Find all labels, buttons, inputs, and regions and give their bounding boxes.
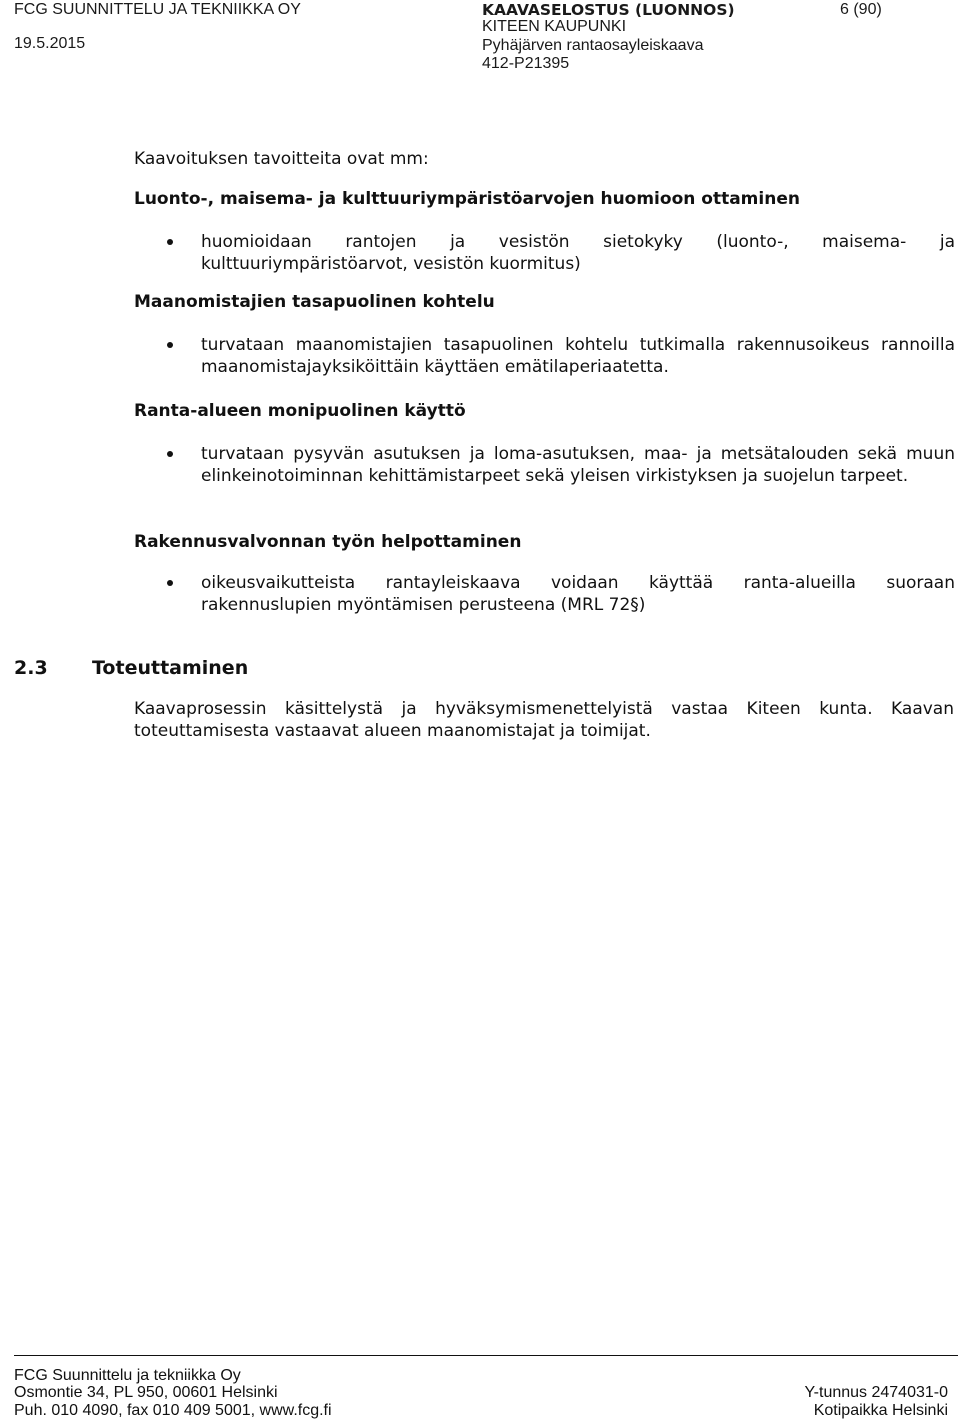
bullet-item (134, 334, 954, 378)
section-number: 2.3 (14, 657, 48, 679)
header-date: 19.5.2015 (14, 35, 86, 52)
bullet-icon (167, 451, 173, 457)
footer-company: FCG Suunnittelu ja tekniikka Oy (14, 1367, 241, 1384)
goal-heading: Rakennusvalvonnan työn helpottaminen (134, 532, 522, 552)
header-company: FCG SUUNNITTELU JA TEKNIIKKA OY (14, 1, 301, 18)
header-client: KITEEN KAUPUNKI (482, 18, 627, 35)
bullet-icon (167, 342, 173, 348)
goal-heading: Maanomistajien tasapuolinen kohtelu (134, 292, 495, 312)
bullet-text: turvataan pysyvän asutuksen ja loma-asutuksen, maa- ja metsätalouden sekä muun elinkeinotoiminnan kehittämistarpeet sekä yleisen virkistyksen ja suojelun tarpeet. (201, 444, 955, 486)
goal-heading: Ranta-alueen monipuolinen käyttö (134, 401, 466, 421)
footer-domicile: Kotipaikka Helsinki (813, 1402, 948, 1419)
section-paragraph: Kaavaprosessin käsittelystä ja hyväksymismenettelyistä vastaa Kiteen kunta. Kaavan toteuttamisesta vastaavat alueen maanomistajat ja toimijat. (134, 699, 954, 741)
bullet-icon (167, 239, 173, 245)
intro-text: Kaavoituksen tavoitteita ovat mm: (134, 149, 429, 169)
section-title: Toteuttaminen (92, 657, 249, 679)
bullet-text: oikeusvaikutteista rantayleiskaava voidaan käyttää ranta-alueilla suoraan rakennuslupien myöntämisen perusteena (MRL 72§) (201, 573, 955, 615)
header-project: Pyhäjärven rantaosayleiskaava (482, 37, 704, 54)
footer-address: Osmontie 34, PL 950, 00601 Helsinki (14, 1384, 278, 1401)
bullet-item (134, 572, 954, 616)
goal-heading: Luonto-, maisema- ja kulttuuriympäristöarvojen huomioon ottaminen (134, 189, 800, 209)
page-number: 6 (90) (840, 1, 882, 18)
footer-divider (14, 1355, 958, 1356)
header-project-code: 412-P21395 (482, 55, 570, 72)
bullet-item (134, 443, 954, 509)
header-doc-type: KAAVASELOSTUS (LUONNOS) (482, 1, 735, 19)
bullet-text: turvataan maanomistajien tasapuolinen kohtelu tutkimalla rakennusoikeus rannoilla maanomistajayksiköittäin käyttäen emätilaperiaatetta. (201, 335, 955, 377)
bullet-item (134, 231, 954, 275)
footer-contact: Puh. 010 4090, fax 010 409 5001, www.fcg.fi (14, 1402, 332, 1419)
bullet-icon (167, 580, 173, 586)
bullet-text: huomioidaan rantojen ja vesistön sietokyky (luonto-, maisema- ja kulttuuriympäristöarvot, vesistön kuormitus) (201, 232, 955, 274)
footer-business-id: Y-tunnus 2474031-0 (804, 1384, 948, 1401)
